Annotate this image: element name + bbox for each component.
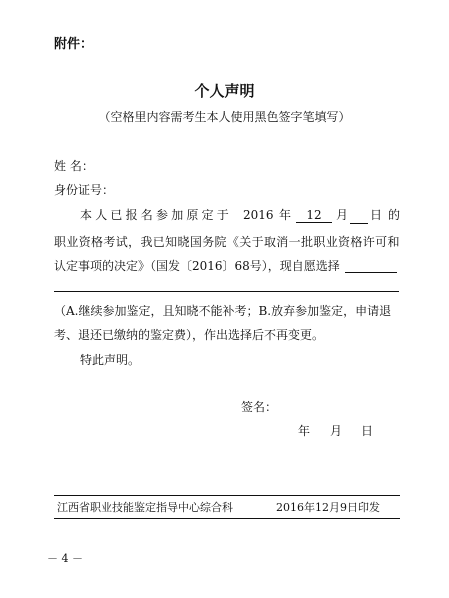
signature-label: 签名： bbox=[241, 400, 278, 414]
body-line-1-text: 本人已报名参加原定于 bbox=[80, 208, 233, 222]
footer-date: 2016年12月9日印发 bbox=[276, 501, 380, 514]
date-day-label: 日 bbox=[361, 424, 374, 438]
declaration-title: 个人声明 bbox=[194, 82, 255, 100]
closing-statement: 特此声明。 bbox=[80, 353, 141, 367]
footer-bottom-rule bbox=[54, 518, 400, 519]
date-month-label: 月 bbox=[330, 424, 343, 438]
date-year-label: 年 bbox=[298, 424, 311, 438]
footer-top-rule bbox=[54, 495, 400, 496]
id-number-label: 身份证号： bbox=[54, 183, 115, 197]
exam-day-field[interactable] bbox=[350, 223, 368, 224]
options-line-1: （A.继续参加鉴定，且知晓不能补考；B.放弃参加鉴定，申请退 bbox=[54, 304, 392, 318]
body-line-2: 职业资格考试，我已知晓国务院《关于取消一批职业资格许可和 bbox=[54, 235, 400, 249]
declaration-subtitle: （空格里内容需考生本人使用黑色签字笔填写） bbox=[98, 110, 351, 124]
year-unit: 年 bbox=[279, 208, 292, 222]
footer-issuer: 江西省职业技能鉴定指导中心综合科 bbox=[57, 501, 233, 514]
choice-continuation-field[interactable] bbox=[54, 291, 399, 292]
options-line-2: 考、退还已缴纳的鉴定费），作出选择后不再变更。 bbox=[54, 328, 325, 342]
body-line-3: 认定事项的决定》（国发〔2016〕68号），现自愿选择 bbox=[54, 259, 340, 273]
exam-month-field[interactable]: 12 bbox=[296, 209, 332, 223]
name-label: 姓 名： bbox=[54, 159, 94, 173]
day-unit: 日的 bbox=[370, 208, 407, 222]
page-number: － 4 － bbox=[47, 552, 83, 565]
month-unit: 月 bbox=[336, 208, 349, 222]
choice-field[interactable] bbox=[345, 272, 397, 273]
exam-year: 2016 bbox=[243, 208, 274, 222]
attachment-label: 附件： bbox=[54, 37, 94, 52]
